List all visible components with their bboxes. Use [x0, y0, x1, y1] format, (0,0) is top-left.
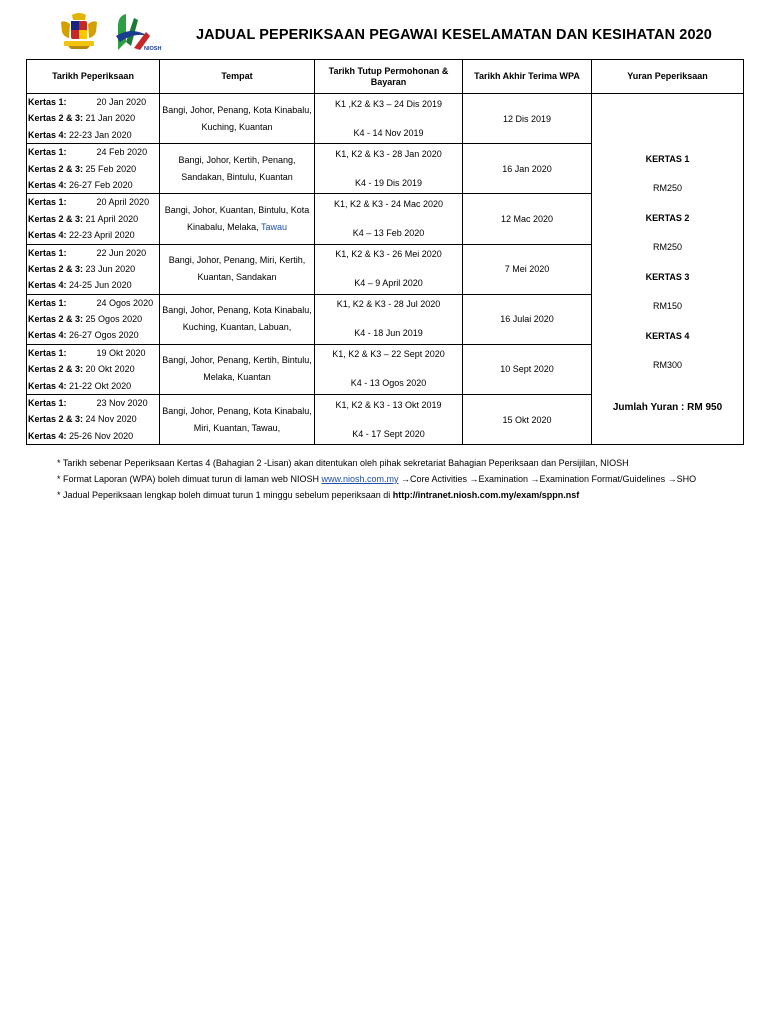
header-exam-fee: Yuran Peperiksaan	[592, 60, 744, 94]
exam-dates-cell	[27, 144, 160, 194]
niosh-website-link[interactable]: www.niosh.com.my	[321, 474, 399, 484]
closing-date-cell	[315, 244, 463, 294]
footnote-text: * Format Laporan (WPA) boleh dimuat turun di laman web NIOSH	[57, 474, 322, 484]
paper-date: 21 Jan 2020	[85, 113, 136, 124]
malaysia-coat-of-arms-logo	[58, 12, 100, 50]
closing-k4: K4 - 14 Nov 2019	[353, 127, 424, 138]
paper-label: Kertas 4:	[28, 230, 67, 241]
footnote-schedule-download	[57, 487, 696, 503]
exam-dates-cell	[27, 395, 160, 445]
paper-label: Kertas 4:	[28, 129, 67, 140]
fee-paper-amount: RM150	[652, 300, 682, 311]
fee-paper-label: KERTAS 4	[645, 330, 690, 341]
paper-label: Kertas 2 & 3:	[28, 113, 84, 124]
venue-cell	[160, 194, 315, 244]
paper-date: 24 Ogos 2020	[96, 297, 154, 308]
closing-k1-k3: K1, K2 & K3 - 13 Okt 2019	[335, 399, 442, 410]
closing-k1-k3: K1, K2 & K3 - 24 Mac 2020	[333, 198, 444, 209]
paper-date: 26-27 Ogos 2020	[69, 330, 139, 341]
paper-date: 26-27 Feb 2020	[69, 179, 133, 190]
paper-date: 22-23 Jan 2020	[69, 129, 132, 140]
closing-k4: K4 - 13 Ogos 2020	[350, 378, 427, 389]
wpa-deadline-cell: 7 Mei 2020	[463, 244, 592, 294]
paper-date: 22-23 April 2020	[69, 230, 135, 241]
closing-date-cell	[315, 94, 463, 144]
venue-cell	[160, 395, 315, 445]
closing-date-cell	[315, 344, 463, 394]
paper-label: Kertas 1:	[28, 247, 67, 258]
paper-label: Kertas 2 & 3:	[28, 364, 84, 375]
footnote-oral-exam: * Tarikh sebenar Peperiksaan Kertas 4 (Bahagian 2 -Lisan) akan ditentukan oleh pihak sekretariat Bahagian Peperiksaan dan Persijilan, NIOSH	[57, 458, 629, 468]
venue-text: Bangi, Johor, Kertih, Penang, Sandakan, Bintulu, Kuantan	[178, 154, 296, 182]
fee-total: Jumlah Yuran : RM 950	[612, 401, 723, 413]
paper-date: 23 Nov 2020	[96, 398, 148, 409]
closing-k4: K4 - 19 Dis 2019	[354, 177, 423, 188]
paper-label: Kertas 1:	[28, 97, 67, 107]
wpa-deadline-cell: 15 Okt 2020	[463, 395, 592, 445]
header-wpa-deadline: Tarikh Akhir Terima WPA	[463, 60, 592, 94]
wpa-deadline-cell: 16 Julai 2020	[463, 294, 592, 344]
wpa-deadline-cell: 16 Jan 2020	[463, 144, 592, 194]
wpa-deadline-cell: 10 Sept 2020	[463, 344, 592, 394]
venue-text: Bangi, Johor, Penang, Kota Kinabalu, Kuching, Kuantan	[162, 104, 312, 132]
closing-date-cell	[315, 395, 463, 445]
footnotes	[57, 455, 696, 503]
paper-date: 21 April 2020	[85, 213, 139, 224]
svg-text:NIOSH: NIOSH	[144, 46, 162, 52]
paper-label: Kertas 4:	[28, 330, 67, 341]
paper-date: 21-22 Okt 2020	[69, 380, 132, 391]
paper-label: Kertas 4:	[28, 179, 67, 190]
paper-date: 23 Jun 2020	[85, 263, 136, 274]
exam-dates-cell	[27, 94, 160, 144]
closing-k4: K4 - 18 Jun 2019	[354, 328, 423, 339]
exam-fee-cell	[592, 94, 744, 445]
paper-date: 20 April 2020	[96, 197, 150, 208]
paper-label: Kertas 2 & 3:	[28, 314, 84, 325]
header-closing-date: Tarikh Tutup Permohonan & Bayaran	[315, 60, 463, 94]
paper-label: Kertas 2 & 3:	[28, 213, 84, 224]
venue-text-highlight: Tawau	[260, 221, 287, 232]
exam-dates-cell	[27, 194, 160, 244]
venue-cell	[160, 294, 315, 344]
paper-date: 19 Okt 2020	[96, 347, 146, 358]
venue-text: Bangi, Johor, Kuantan, Bintulu, Kota Kinabalu, Melaka,	[164, 204, 310, 232]
paper-label: Kertas 2 & 3:	[28, 414, 84, 425]
wpa-deadline-cell: 12 Mac 2020	[463, 194, 592, 244]
paper-date: 22 Jun 2020	[96, 247, 147, 258]
table-header-row	[27, 60, 744, 94]
header-venue: Tempat	[160, 60, 315, 94]
closing-k1-k3: K1, K2 & K3 - 28 Jan 2020	[335, 148, 442, 159]
venue-text: Bangi, Johor, Penang, Kertih, Bintulu, Melaka, Kuantan	[162, 355, 312, 383]
closing-k4: K4 - 17 Sept 2020	[352, 428, 425, 439]
document-title: JADUAL PEPERIKSAAN PEGAWAI KESELAMATAN DAN KESIHATAN 2020	[196, 27, 712, 43]
paper-label: Kertas 1:	[28, 197, 67, 208]
paper-label: Kertas 1:	[28, 347, 67, 358]
venue-text: Bangi, Johor, Penang, Miri, Kertih, Kuantan, Sandakan	[168, 255, 306, 283]
intranet-url: http://intranet.niosh.com.my/exam/sppn.nsf	[392, 490, 580, 500]
header-exam-date: Tarikh Peperiksaan	[27, 60, 160, 94]
paper-date: 25-26 Nov 2020	[69, 430, 134, 441]
closing-k1-k3: K1 ,K2 & K3 – 24 Dis 2019	[334, 98, 443, 109]
footnote-path-text: →Core Activities →Examination →Examination Format/Guidelines →SHO	[398, 474, 697, 484]
closing-date-cell	[315, 144, 463, 194]
fee-paper-label: KERTAS 3	[645, 271, 690, 282]
paper-date: 24 Nov 2020	[85, 414, 137, 425]
paper-label: Kertas 2 & 3:	[28, 163, 84, 174]
closing-date-cell	[315, 194, 463, 244]
closing-k1-k3: K1, K2 & K3 - 26 Mei 2020	[335, 249, 442, 260]
paper-label: Kertas 1:	[28, 147, 67, 158]
fee-paper-amount: RM250	[652, 241, 682, 252]
paper-date: 25 Feb 2020	[85, 163, 137, 174]
closing-k4: K4 – 9 April 2020	[354, 278, 423, 289]
closing-k1-k3: K1, K2 & K3 – 22 Sept 2020	[332, 349, 445, 360]
paper-date: 24 Feb 2020	[96, 147, 148, 158]
fee-paper-amount: RM300	[652, 359, 682, 370]
venue-cell	[160, 144, 315, 194]
paper-date: 20 Okt 2020	[85, 364, 135, 375]
venue-text: Bangi, Johor, Penang, Kota Kinabalu, Miri, Kuantan, Tawau,	[162, 405, 312, 433]
paper-label: Kertas 4:	[28, 430, 67, 441]
paper-label: Kertas 1:	[28, 398, 67, 409]
paper-label: Kertas 4:	[28, 280, 67, 291]
venue-text: Bangi, Johor, Penang, Kota Kinabalu, Kuching, Kuantan, Labuan,	[162, 305, 312, 333]
wpa-deadline-cell: 12 Dis 2019	[463, 94, 592, 144]
venue-cell	[160, 94, 315, 144]
venue-cell	[160, 244, 315, 294]
paper-label: Kertas 4:	[28, 380, 67, 391]
table-row	[27, 94, 744, 144]
footnote-text: * Jadual Peperiksaan lengkap boleh dimuat turun 1 minggu sebelum peperiksaan di	[57, 490, 393, 500]
exam-schedule-table	[26, 59, 744, 445]
exam-dates-cell	[27, 344, 160, 394]
paper-date: 25 Ogos 2020	[85, 314, 143, 325]
closing-k4: K4 – 13 Feb 2020	[352, 227, 425, 238]
exam-dates-cell	[27, 244, 160, 294]
venue-cell	[160, 344, 315, 394]
fee-paper-label: KERTAS 1	[645, 153, 690, 164]
closing-k1-k3: K1, K2 & K3 - 28 Jul 2020	[336, 299, 441, 310]
paper-label: Kertas 2 & 3:	[28, 263, 84, 274]
fee-paper-label: KERTAS 2	[645, 212, 690, 223]
paper-date: 24-25 Jun 2020	[69, 280, 132, 291]
paper-date: 20 Jan 2020	[96, 97, 147, 107]
exam-dates-cell	[27, 294, 160, 344]
footnote-wpa-format	[57, 471, 696, 487]
paper-label: Kertas 1:	[28, 297, 67, 308]
fee-paper-amount: RM250	[652, 182, 682, 193]
closing-date-cell	[315, 294, 463, 344]
niosh-logo	[112, 12, 164, 52]
